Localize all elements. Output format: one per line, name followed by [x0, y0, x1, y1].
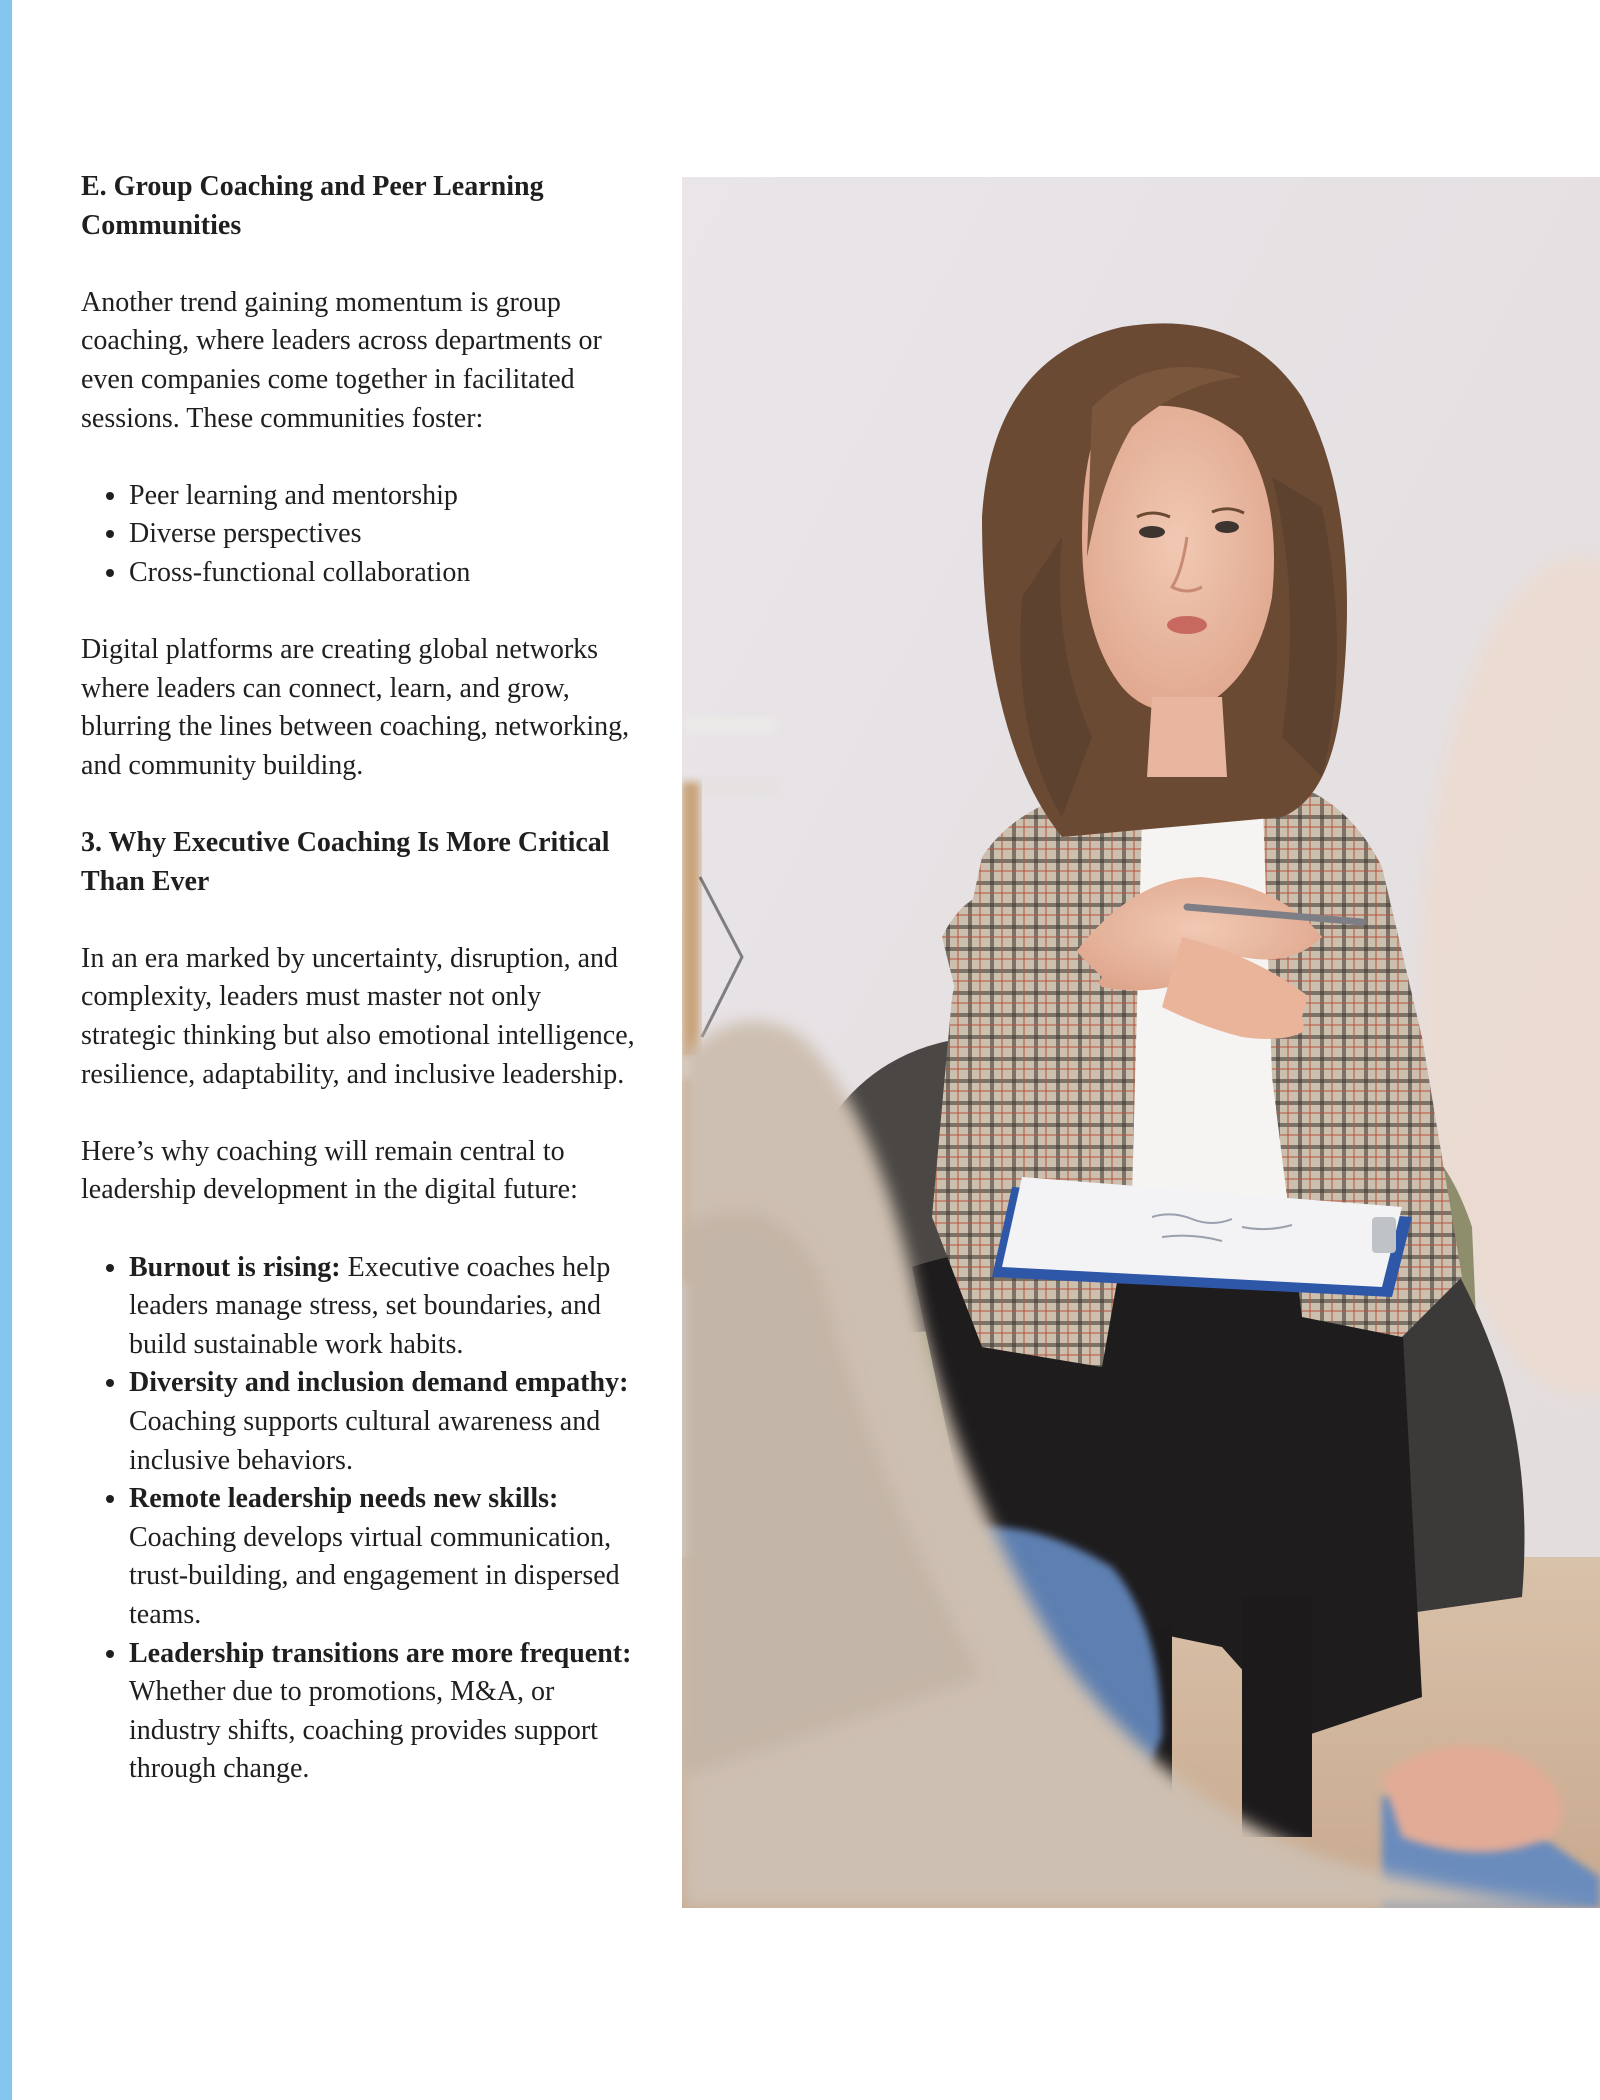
bullet-title: Remote leadership needs new skills: [129, 1483, 559, 1515]
photo-illustration [682, 177, 1600, 1908]
list-item [129, 1249, 641, 1365]
section-3-heading: 3. Why Executive Coaching Is More Critical Than Ever [81, 827, 610, 897]
section-e-heading: E. Group Coaching and Peer Learning Communities [81, 171, 544, 241]
list-item: • Cross-functional collaboration [129, 554, 641, 593]
bullet-text: Executive coaches help leaders manage stress, set boundaries, and build sustainable work habits. [129, 1251, 611, 1360]
bullet-title: Burnout is rising: [129, 1251, 341, 1283]
section-3-bullet-list [81, 1249, 641, 1789]
bullet-title: Leadership transitions are more frequent: [129, 1637, 632, 1669]
bullet-text: Coaching supports cultural awareness and inclusive behaviors. [129, 1406, 601, 1476]
accent-bar [0, 0, 12, 2100]
article-text-column [81, 168, 641, 1828]
list-item: • Peer learning and mentorship [129, 477, 641, 516]
coaching-session-photo [682, 177, 1600, 1908]
bullet-text: Coaching develops virtual communication, trust-building, and engagement in dispersed teams. [129, 1521, 620, 1630]
list-item [129, 1364, 641, 1480]
bullet-text: Whether due to promotions, M&A, or industry shifts, coaching provides support through change. [129, 1676, 598, 1785]
list-item [129, 1635, 641, 1789]
list-item: • Diverse perspectives [129, 515, 641, 554]
bullet-title: Diversity and inclusion demand empathy: [129, 1367, 629, 1399]
section-e-bullet-list [81, 477, 641, 593]
section-e-closing: Digital platforms are creating global networks where leaders can connect, learn, and grow, blurring the lines between coaching, networking, and community building. [81, 634, 630, 781]
section-3-para-2: Here’s why coaching will remain central to leadership development in the digital future: [81, 1135, 578, 1206]
section-3-para-1: In an era marked by uncertainty, disruption, and complexity, leaders must master not only strategic thinking but also emotional intelligence, resilience, adaptability, and inclusive leadership. [81, 942, 635, 1090]
section-e-intro: Another trend gaining momentum is group coaching, where leaders across departments or even companies come together in facilitated sessions. These communities foster: [81, 286, 602, 434]
list-item [129, 1480, 641, 1634]
